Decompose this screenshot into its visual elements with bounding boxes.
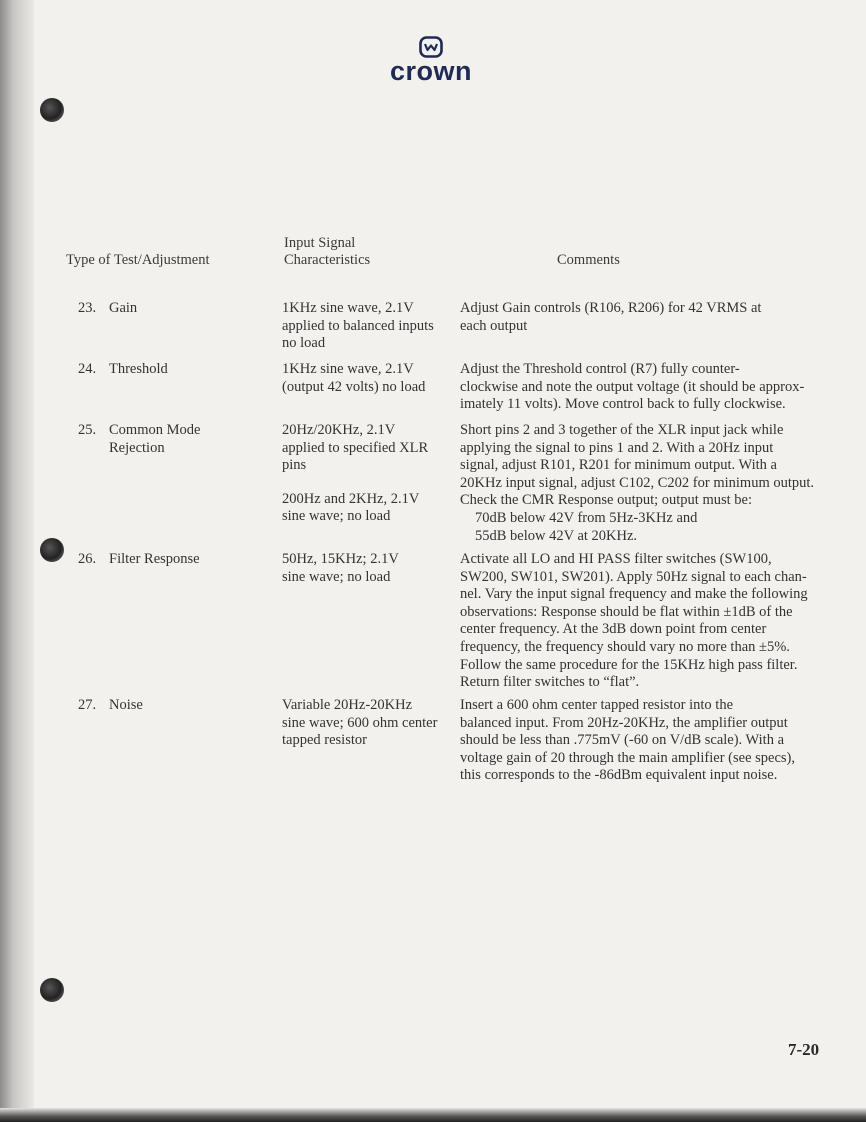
row-number: 26.: [78, 551, 97, 567]
test-type: Noise: [109, 697, 143, 713]
input-signal: Variable 20Hz-20KHz sine wave; 600 ohm center tapped resistor: [282, 697, 438, 749]
punch-hole-bottom: [40, 978, 64, 1002]
crown-logo: [384, 36, 478, 84]
row-number: 24.: [78, 361, 97, 377]
punch-hole-middle: [40, 538, 64, 562]
punch-hole-top: [40, 98, 64, 122]
header-type-of-test: Type of Test/Adjustment: [66, 252, 210, 268]
input-signal: 50Hz, 15KHz; 2.1V sine wave; no load: [282, 551, 399, 585]
comment-text: Short pins 2 and 3 together of the XLR input jack while applying the signal to pins 1 and 2. With a 20Hz input signal, adjust R101, R201 for minimum output. With a 20KHz input signal, adjust C102, C202 for minimum output. Check the CMR Response output; output must be: 70dB below 42V from 5Hz-3KHz and 55dB below 42V at 20KHz.: [460, 422, 815, 544]
test-type: Threshold: [109, 361, 168, 377]
header-comments: Comments: [557, 252, 620, 268]
page-number: 7-20: [788, 1040, 820, 1059]
comment-text: Adjust the Threshold control (R7) fully counter- clockwise and note the output voltage (it should be approx- imately 11 volts). Move control back to fully clockwise.: [460, 361, 805, 413]
test-type: Filter Response: [109, 551, 200, 567]
comment-text: Insert a 600 ohm center tapped resistor into the balanced input. From 20Hz-20KHz, the amplifier output should be less than .775mV (-60 on V/dB scale). With a voltage gain of 20 through the main amplifier (see specs), this corresponds to the -86dBm equivalent input noise.: [460, 697, 796, 784]
input-signal: 1KHz sine wave, 2.1V applied to balanced inputs no load: [282, 300, 434, 352]
crown-logo-icon: [419, 36, 443, 58]
page-bottom-edge: [0, 1108, 866, 1122]
page-binding-shadow: [0, 0, 34, 1122]
test-type: Common Mode Rejection: [109, 422, 201, 456]
comment-text: Activate all LO and HI PASS filter switches (SW100, SW200, SW101, SW201). Apply 50Hz signal to each chan- nel. Vary the input signal frequency and make the following observations: Response should be flat within ±1dB of the center frequency. At the 3dB down point from center frequency, the frequency should vary no more than ±5%. Follow the same procedure for the 15KHz high pass filter. Return filter switches to “flat”.: [460, 551, 808, 691]
header-input-signal: Input Signal Characteristics: [284, 235, 371, 268]
row-number: 23.: [78, 300, 97, 316]
comment-text: Adjust Gain controls (R106, R206) for 42 VRMS at each output: [460, 300, 762, 334]
input-signal: 1KHz sine wave, 2.1V (output 42 volts) no load: [282, 361, 426, 395]
row-number: 25.: [78, 422, 97, 438]
row-number: 27.: [78, 697, 97, 713]
crown-logo-text: crown: [389, 56, 472, 86]
input-signal: 20Hz/20KHz, 2.1V applied to specified XLR pins 200Hz and 2KHz, 2.1V sine wave; no load: [282, 422, 429, 525]
test-type: Gain: [109, 300, 138, 316]
